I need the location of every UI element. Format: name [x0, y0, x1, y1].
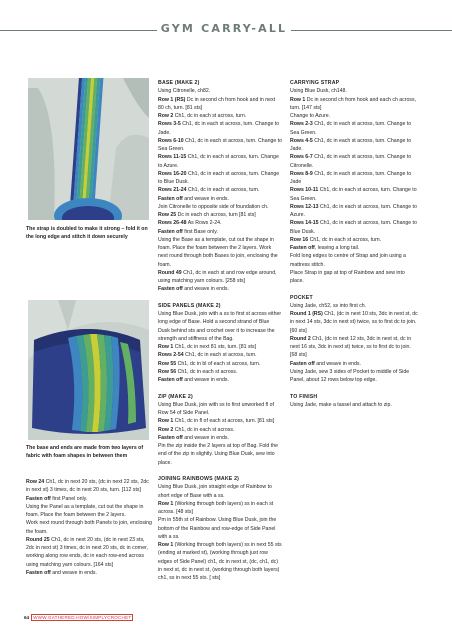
- instruction-text: Using the Panel as a template, cut out the shape in foam. Place the foam between the 2 layers.: [26, 503, 144, 518]
- row-label: Round 1 (RS): [290, 311, 323, 317]
- instruction-line: [158, 236, 282, 269]
- instruction-text: and weave in ends.: [182, 286, 229, 293]
- instruction-line: [290, 170, 418, 187]
- row-label: Fasten off: [158, 377, 183, 383]
- row-label: Row 2: [158, 426, 174, 433]
- instruction-line: [158, 541, 282, 582]
- instruction-text: As Rows 2-24.: [186, 220, 222, 227]
- row-label: Rows 2-54: [158, 352, 184, 359]
- instruction-text: Ch1, dc in next 81 sts, turn. [81 sts]: [173, 344, 257, 350]
- instruction-line: [290, 269, 418, 286]
- row-label: Row 16: [290, 236, 309, 243]
- row-label: Rows 6-7: [290, 154, 313, 161]
- row-label: Row 2: [158, 113, 174, 119]
- instruction-text: Work next round through both Panels to join, enclosing the foam.: [26, 520, 152, 535]
- instruction-line: [158, 368, 282, 376]
- instruction-line: [290, 236, 418, 244]
- instruction-text: and weave in ends.: [182, 195, 229, 202]
- instruction-text: Dc in each ch across, turn [81 sts]: [176, 212, 256, 218]
- instruction-text: Ch1, dc in each st across, turn.: [186, 187, 260, 194]
- instruction-line: [158, 87, 282, 95]
- instruction-line: [158, 285, 282, 293]
- column-3: [290, 79, 418, 409]
- paragraph-gap: [158, 384, 282, 392]
- instruction-line: [158, 500, 282, 517]
- row-label: Row 24: [26, 479, 45, 485]
- row-label: Row 1: [158, 418, 174, 425]
- instruction-text: Ch1, dc in each st across, turn. Change to Azure.: [158, 154, 279, 169]
- instruction-text: Ch1, dc in fl of each st across, turn. [81 sts]: [173, 418, 275, 425]
- instruction-text: Change to Azure.: [290, 113, 331, 119]
- section-heading: CARRYING STRAP: [290, 80, 340, 86]
- instruction-line: [290, 401, 418, 409]
- instruction-text: Ch1, dc in each st across, turn. Change to Sea Green.: [158, 137, 282, 152]
- instruction-text: Ch1, dc in each st across, turn. Change to Jade.: [290, 137, 412, 152]
- instruction-line: [290, 360, 418, 368]
- row-label: Rows 3-5: [158, 121, 181, 128]
- row-label: Row 1: [290, 96, 306, 103]
- bag-photo: [28, 300, 149, 440]
- instruction-text: Ch1, dc in each st across, turn.: [173, 113, 247, 119]
- instruction-text: Ch1, dc in each st across.: [173, 426, 235, 433]
- instruction-line: [158, 310, 282, 343]
- instruction-line: [290, 153, 418, 170]
- instruction-text: Pm in 55th st of Rainbow. Using Blue Dusk, join the bottom of the Rainbow and row-edge of Side Panel with a ss.: [158, 517, 277, 540]
- instruction-text: and weave in ends.: [182, 434, 229, 441]
- column-2: [158, 79, 282, 582]
- instruction-text: and weave in ends.: [182, 377, 229, 383]
- instruction-line: [158, 417, 282, 425]
- instruction-text: first Panel only.: [50, 495, 88, 502]
- instruction-text: Dc in second ch from hook and each ch across, turn. [147 sts]: [290, 96, 417, 111]
- row-label: Rows 16-20: [158, 170, 187, 177]
- row-label: Row 1: [158, 500, 174, 507]
- instruction-text: Using Citronelle, ch82.: [158, 88, 211, 95]
- row-label: Rows 4-5: [290, 137, 313, 144]
- instruction-text: Using Jade, make a tassel and attach to zip.: [290, 401, 392, 408]
- row-label: Fasten off: [158, 434, 183, 441]
- instruction-line: [158, 170, 282, 187]
- instruction-line: [290, 112, 418, 120]
- instruction-line: [26, 503, 152, 520]
- instruction-text: Using Jade, ch52, ss into first ch.: [290, 302, 367, 309]
- instruction-line: [290, 252, 418, 269]
- instruction-line: [158, 219, 282, 227]
- instruction-text: Ch1, dc in bl of each st across, turn.: [176, 360, 261, 367]
- instruction-line: [158, 112, 282, 120]
- row-label: Rows 21-24: [158, 187, 187, 194]
- row-label: Rows 10-11: [290, 187, 319, 194]
- instruction-line: [290, 302, 418, 310]
- instruction-text: Using Jade, sew 3 sides of Pocket to middle of Side Panel, about 12 rows below top edge.: [290, 368, 410, 383]
- footer-url: WWW.GATHERED.HOW/SIMPLYCROCHET: [33, 615, 132, 620]
- instruction-line: [290, 335, 418, 360]
- instruction-text: , leaving a long tail.: [314, 245, 360, 251]
- instruction-text: Ch1, dc in each st across, turn.: [183, 352, 257, 359]
- instruction-line: [158, 426, 282, 434]
- instruction-text: Ch1, dc in each st across, turn. Change to Blue Dusk.: [158, 170, 280, 185]
- row-label: Fasten off: [26, 569, 51, 576]
- instruction-text: Using Blue Dusk, join with ss to first unworked fl of Row 54 of Side Panel.: [158, 401, 274, 416]
- instruction-line: [26, 536, 152, 569]
- row-label: Rows 11-15: [158, 154, 187, 161]
- instruction-line: [290, 137, 418, 154]
- instruction-line: [26, 495, 152, 503]
- instruction-line: [290, 219, 418, 236]
- instruction-text: Ch1, (dc in next 10 sts, 3dc in next st, dc in next 14 sts, 3dc in next st) twice, ss to first dc to join. [60 sts]: [290, 311, 418, 334]
- instruction-text: Pin the zip inside the 2 layers at top of Bag. Fold the end of the zip in slightly. Using Blue Dusk, sew into place.: [158, 443, 278, 466]
- row-label: Rows 2-3: [290, 121, 313, 128]
- strap-photo: [28, 78, 149, 220]
- instruction-line: [158, 442, 282, 467]
- instruction-text: first Base only.: [182, 228, 218, 235]
- row-label: Rows 6-10: [158, 137, 184, 144]
- row-label: Row 1 (RS): [158, 96, 186, 103]
- row-label: Round 2: [290, 335, 311, 342]
- row-label: Rows 12-13: [290, 203, 319, 210]
- instruction-line: [158, 269, 282, 286]
- instruction-text: (Working through both layers) ss in next 55 sts (ending at marked st), (working through just row edges of Side Panel) ch1, dc in next st, (dc, ch1, dc) in next st, dc in next st, (working through both layers) ch1, ss in next 55 sts. [ sts]: [158, 542, 282, 581]
- instruction-line: [158, 434, 282, 442]
- instruction-line: [158, 516, 282, 541]
- instruction-line: [26, 478, 152, 495]
- paragraph-gap: [290, 384, 418, 392]
- instruction-line: [158, 211, 282, 219]
- instruction-line: [158, 376, 282, 384]
- row-label: Row 56: [158, 368, 177, 375]
- instruction-text: (Working through both layers) ss in each st across. [48 sts]: [158, 500, 274, 515]
- instruction-line: [158, 203, 282, 211]
- row-label: Rows 14-15: [290, 220, 319, 227]
- instruction-line: [158, 343, 282, 351]
- instruction-line: [290, 186, 418, 203]
- page-number: 64: [24, 615, 30, 620]
- section-heading: ZIP (MAKE 2): [158, 393, 193, 400]
- instruction-line: [290, 203, 418, 220]
- page-header: [0, 0, 452, 36]
- row-label: Fasten off: [158, 286, 183, 293]
- row-label: Fasten off: [158, 228, 183, 235]
- instruction-text: Ch1, dc in next 20 sts, (dc in next 22 sts, 2dc in next st) 3 times, dc in next 20 sts, turn. [112 sts]: [26, 479, 149, 494]
- instruction-text: Dc in second ch from hook and in next 80 ch, turn. [81 sts]: [158, 96, 276, 111]
- instruction-line: [158, 351, 282, 359]
- instruction-text: Place Strap in gap at top of Rainbow and sew into place.: [290, 269, 405, 284]
- instruction-line: [26, 569, 152, 577]
- row-label: Round 49: [158, 269, 182, 276]
- header-rule-right: [291, 30, 452, 31]
- section-heading: JOINING RAINBOWS (MAKE 2): [158, 476, 240, 482]
- instruction-line: [290, 120, 418, 137]
- instruction-line: [158, 120, 282, 137]
- row-label: Row 55: [158, 360, 177, 367]
- instruction-text: Ch1, dc in each st across.: [176, 368, 238, 375]
- instruction-text: Ch1, dc in each st across, turn. Change to Citronelle.: [290, 154, 412, 169]
- row-label: Rows 26-48: [158, 220, 187, 227]
- instruction-line: [290, 87, 418, 95]
- row-label: Fasten off: [290, 360, 315, 367]
- instruction-line: [158, 96, 282, 113]
- instruction-line: [290, 96, 418, 113]
- instruction-line: [158, 153, 282, 170]
- section-heading: BASE (MAKE 2): [158, 80, 200, 86]
- instruction-line: [158, 401, 282, 418]
- paragraph-gap: [158, 294, 282, 302]
- column-1: [26, 478, 152, 577]
- instruction-text: Fold long edges to centre of Strap and join using a mattress stitch.: [290, 253, 406, 268]
- instruction-text: Join Citronelle to opposite side of foundation ch.: [158, 203, 269, 210]
- paragraph-gap: [290, 285, 418, 293]
- instruction-text: Using the Base as a template, cut out the shape in foam. Place the foam between the 2 layers. Work next round through both Bases to join, enclosing the foam.: [158, 236, 278, 268]
- section-heading: POCKET: [290, 294, 313, 301]
- header-rule-left: [0, 30, 157, 31]
- strap-photo-caption: The strap is doubled to make it strong – fold it on the long edge and stitch it down securely: [26, 226, 148, 241]
- bag-photo-caption: The base and ends are made from two layers of fabric with foam shapes in between them: [26, 445, 144, 460]
- instruction-line: [290, 368, 418, 385]
- section-heading: TO FINISH: [290, 393, 318, 400]
- instruction-text: Ch1, dc in each st across, turn. Change to Jade: [290, 170, 412, 185]
- paragraph-gap: [158, 467, 282, 475]
- instruction-text: Ch1, dc in next 20 sts, (dc in next 23 sts, 2dc in next st) 3 times, dc in next 20 sts, dc in corner, working along row ends, dc in each row-end across using matching yarn colours. [164 sts]: [26, 536, 148, 568]
- instruction-line: [290, 310, 418, 335]
- row-label: Rows 8-9: [290, 170, 313, 177]
- instruction-line: [158, 483, 282, 500]
- instruction-text: Using Blue Dusk, ch148.: [290, 88, 347, 95]
- page-title: GYM CARRY-ALL: [160, 22, 288, 35]
- instruction-text: and weave in ends.: [314, 360, 361, 367]
- instruction-line: [158, 186, 282, 194]
- instruction-text: Ch1, dc in each st across, turn. Change to Sea Green.: [290, 121, 412, 136]
- instruction-line: [158, 195, 282, 203]
- row-label: Fasten off: [290, 245, 315, 251]
- instruction-text: Ch1, dc in each st across, turn. Change to Jade.: [158, 121, 280, 136]
- instruction-line: [158, 228, 282, 236]
- instruction-text: Ch1, dc in each st across, turn. Change to Sea Green.: [290, 187, 417, 202]
- instruction-line: [158, 137, 282, 154]
- row-label: Fasten off: [26, 495, 51, 502]
- instruction-text: Ch1, dc in each st and row edge around, using matching yarn colours. [258 sts]: [158, 269, 277, 284]
- section-heading: SIDE PANELS (MAKE 2): [158, 302, 221, 309]
- instruction-text: Ch1, dc in each st across, turn.: [308, 236, 382, 243]
- row-label: Row 1: [158, 344, 174, 350]
- page-footer: [24, 615, 133, 620]
- instruction-text: Ch1, dc in each st across, turn. Change to Azure.: [290, 203, 417, 218]
- instruction-text: Using Blue Dusk, join straight edge of Rainbow to short edge of Base with a ss.: [158, 484, 272, 499]
- instruction-line: [158, 360, 282, 368]
- row-label: Row 1: [158, 542, 174, 548]
- instruction-line: [290, 244, 418, 252]
- instruction-line: [26, 519, 152, 536]
- instruction-text: Ch1, (dc in next 12 sts, 3dc in next st, dc in next 16 sts, 3dc in next st) twice, ss to first dc to join. [68 sts]: [290, 335, 412, 359]
- row-label: Round 25: [26, 536, 50, 543]
- instruction-text: Ch1, dc in each st across, turn. Change to Blue Dusk.: [290, 220, 417, 235]
- row-label: Row 25: [158, 212, 177, 218]
- instruction-text: and weave in ends.: [50, 569, 97, 576]
- instruction-text: Using Blue Dusk, join with a ss to first st across either long edge of Base. Hold a second strand of Blue Dusk behind sts and crochet over it to increase the strength and stiffness of the Bag.: [158, 311, 282, 342]
- row-label: Fasten off: [158, 195, 183, 202]
